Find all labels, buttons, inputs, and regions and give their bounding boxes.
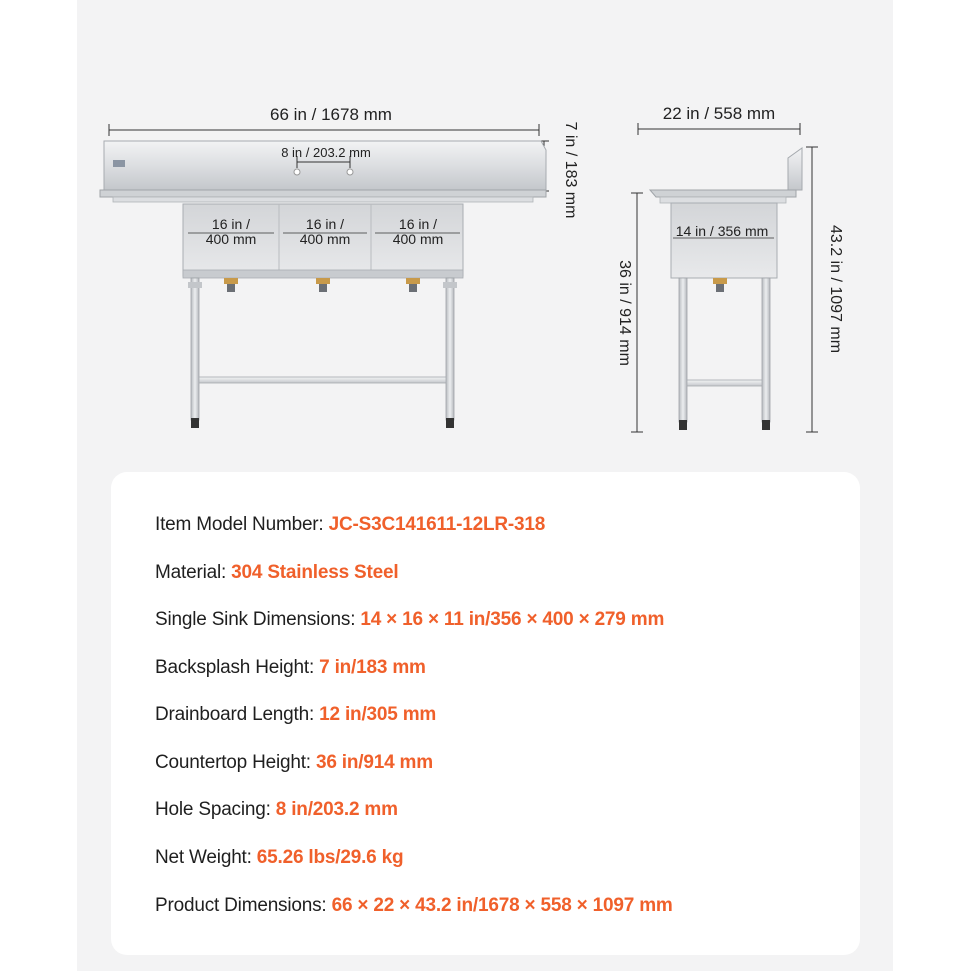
sink-2-width-label-line2: 400 mm <box>299 231 351 247</box>
brand-logo-icon <box>113 160 125 167</box>
spec-value: 36 in/914 mm <box>315 752 433 773</box>
sink-1-width-label-line1: 16 in / <box>211 216 251 232</box>
spec-value: 66 × 22 × 43.2 in/1678 × 558 × 1097 mm <box>331 895 673 916</box>
overall-width-label: 66 in / 1678 mm <box>270 105 392 124</box>
spec-value: 12 in/305 mm <box>319 704 437 725</box>
sink-3-width-label-line2: 400 mm <box>392 231 444 247</box>
spec-row-backsplash-height <box>155 657 426 679</box>
dimension-diagram <box>0 0 970 470</box>
spec-row-net-weight <box>155 847 403 869</box>
specifications-card <box>111 472 860 955</box>
backsplash-height-label: 7 in / 183 mm <box>562 121 579 219</box>
sink-1-width-label-line2: 400 mm <box>205 231 257 247</box>
spec-label: Net Weight: <box>155 847 257 868</box>
spec-label: Countertop Height: <box>155 752 316 773</box>
spec-label: Hole Spacing: <box>155 799 276 820</box>
spec-label: Single Sink Dimensions: <box>155 609 361 630</box>
front-view-sink <box>100 105 579 428</box>
depth-label: 22 in / 558 mm <box>662 104 776 123</box>
side-view-sink <box>616 104 844 432</box>
spec-label: Material: <box>155 562 232 583</box>
drain-icon <box>224 278 420 292</box>
spec-value: JC-S3C141611-12LR-318 <box>328 514 546 535</box>
hole-spacing-label: 8 in / 203.2 mm <box>281 145 371 160</box>
sink-2-width-label-line1: 16 in / <box>305 216 345 232</box>
spec-label: Item Model Number: <box>155 514 329 535</box>
spec-value: 8 in/203.2 mm <box>275 799 398 820</box>
sink-3-width-label-line1: 16 in / <box>398 216 438 232</box>
spec-value: 14 × 16 × 11 in/356 × 400 × 279 mm <box>360 609 665 630</box>
spec-row-model-number <box>155 514 545 536</box>
spec-label: Drainboard Length: <box>155 704 320 725</box>
spec-row-material <box>155 562 398 584</box>
spec-row-single-sink-dimensions <box>155 609 664 631</box>
spec-row-hole-spacing <box>155 799 398 821</box>
spec-value: 304 Stainless Steel <box>231 562 399 583</box>
spec-label: Backsplash Height: <box>155 657 320 678</box>
spec-row-countertop-height <box>155 752 433 774</box>
spec-label: Product Dimensions: <box>155 895 332 916</box>
spec-row-product-dimensions <box>155 895 673 917</box>
faucet-hole-icon <box>294 169 300 175</box>
countertop-height-label: 36 in / 914 mm <box>616 260 633 366</box>
spec-value: 7 in/183 mm <box>319 657 426 678</box>
bowl-width-label: 14 in / 356 mm <box>675 223 769 239</box>
drain-icon <box>713 278 727 292</box>
faucet-hole-icon <box>347 169 353 175</box>
spec-value: 65.26 lbs/29.6 kg <box>256 847 404 868</box>
total-height-label: 43.2 in / 1097 mm <box>827 224 844 354</box>
spec-row-drainboard-length <box>155 704 436 726</box>
